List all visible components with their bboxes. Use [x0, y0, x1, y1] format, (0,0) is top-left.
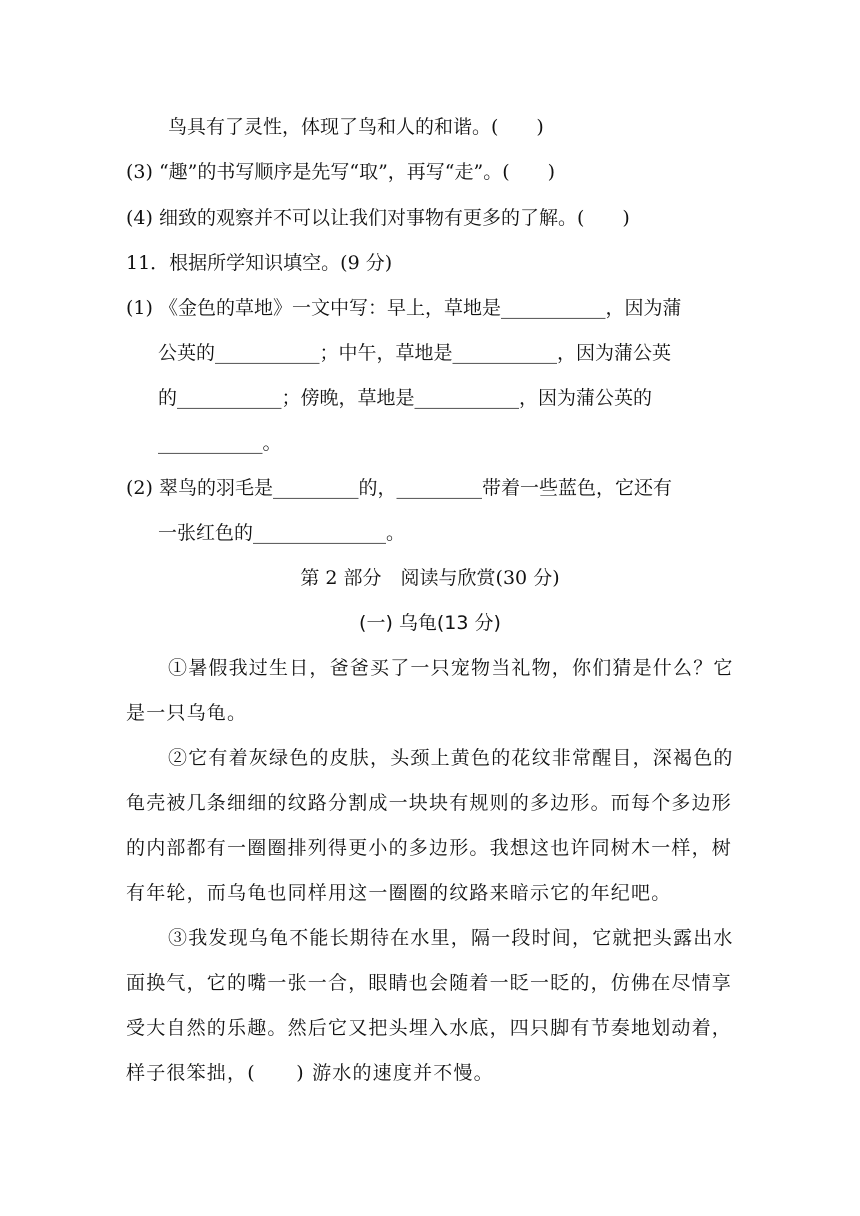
passage-p2-line3: 的内部都有一圈圈排列得更小的多边形。我想这也许同树木一样，树 [126, 837, 733, 859]
passage-p3-line2: 面换气，它的嘴一张一合，眼睛也会随着一眨一眨的，仿佛在尽情享 [126, 972, 733, 994]
section-title: 第 2 部分 阅读与欣赏(30 分) [300, 567, 560, 589]
passage-p3-line3: 受大自然的乐趣。然后它又把头埋入水底，四只脚有节奏地划动着， [126, 1017, 733, 1039]
passage-title: (一) 乌龟(13 分) [359, 612, 501, 634]
q10-item4: (4) 细致的观察并不可以让我们对事物有更多的了解。( ) [126, 207, 630, 229]
q10-item3: (3) “趣”的书写顺序是先写“取”，再写“走”。( ) [126, 161, 556, 183]
q11-title: 11．根据所学知识填空。(9 分) [126, 252, 393, 274]
q10-item2-continuation: 鸟具有了灵性，体现了鸟和人的和谐。( ) [168, 116, 544, 138]
q11-item2-line1: (2) 翠鸟的羽毛是_________的，_________带着一些蓝色，它还有 [126, 477, 672, 499]
passage-p2-line4: 有年轮，而乌龟也同样用这一圈圈的纹路来暗示它的年纪吧。 [126, 882, 672, 904]
passage-p2-line1: ②它有着灰绿色的皮肤，头颈上黄色的花纹非常醒目，深褐色的 [168, 747, 734, 769]
passage-p2-line2: 龟壳被几条细细的纹路分割成一块块有规则的多边形。而每个多边形 [126, 792, 733, 814]
passage-p3-line1: ③我发现乌龟不能长期待在水里，隔一段时间，它就把头露出水 [168, 927, 734, 949]
q11-item1-line1: (1) 《金色的草地》一文中写：早上，草地是___________，因为蒲 [126, 297, 682, 319]
q11-item1-line4: ___________。 [158, 432, 282, 454]
q11-item1-line2: 公英的___________；中午，草地是___________，因为蒲公英 [158, 342, 672, 364]
passage-p1-line2: 是一只乌龟。 [126, 702, 248, 724]
q11-item2-line2: 一张红色的______________。 [158, 522, 406, 544]
q11-item1-line3: 的___________；傍晚，草地是___________，因为蒲公英的 [158, 387, 653, 409]
passage-p1-line1: ①暑假我过生日，爸爸买了一只宠物当礼物，你们猜是什么？它 [168, 657, 734, 679]
passage-p3-line4: 样子很笨拙，( ) 游水的速度并不慢。 [126, 1062, 494, 1084]
